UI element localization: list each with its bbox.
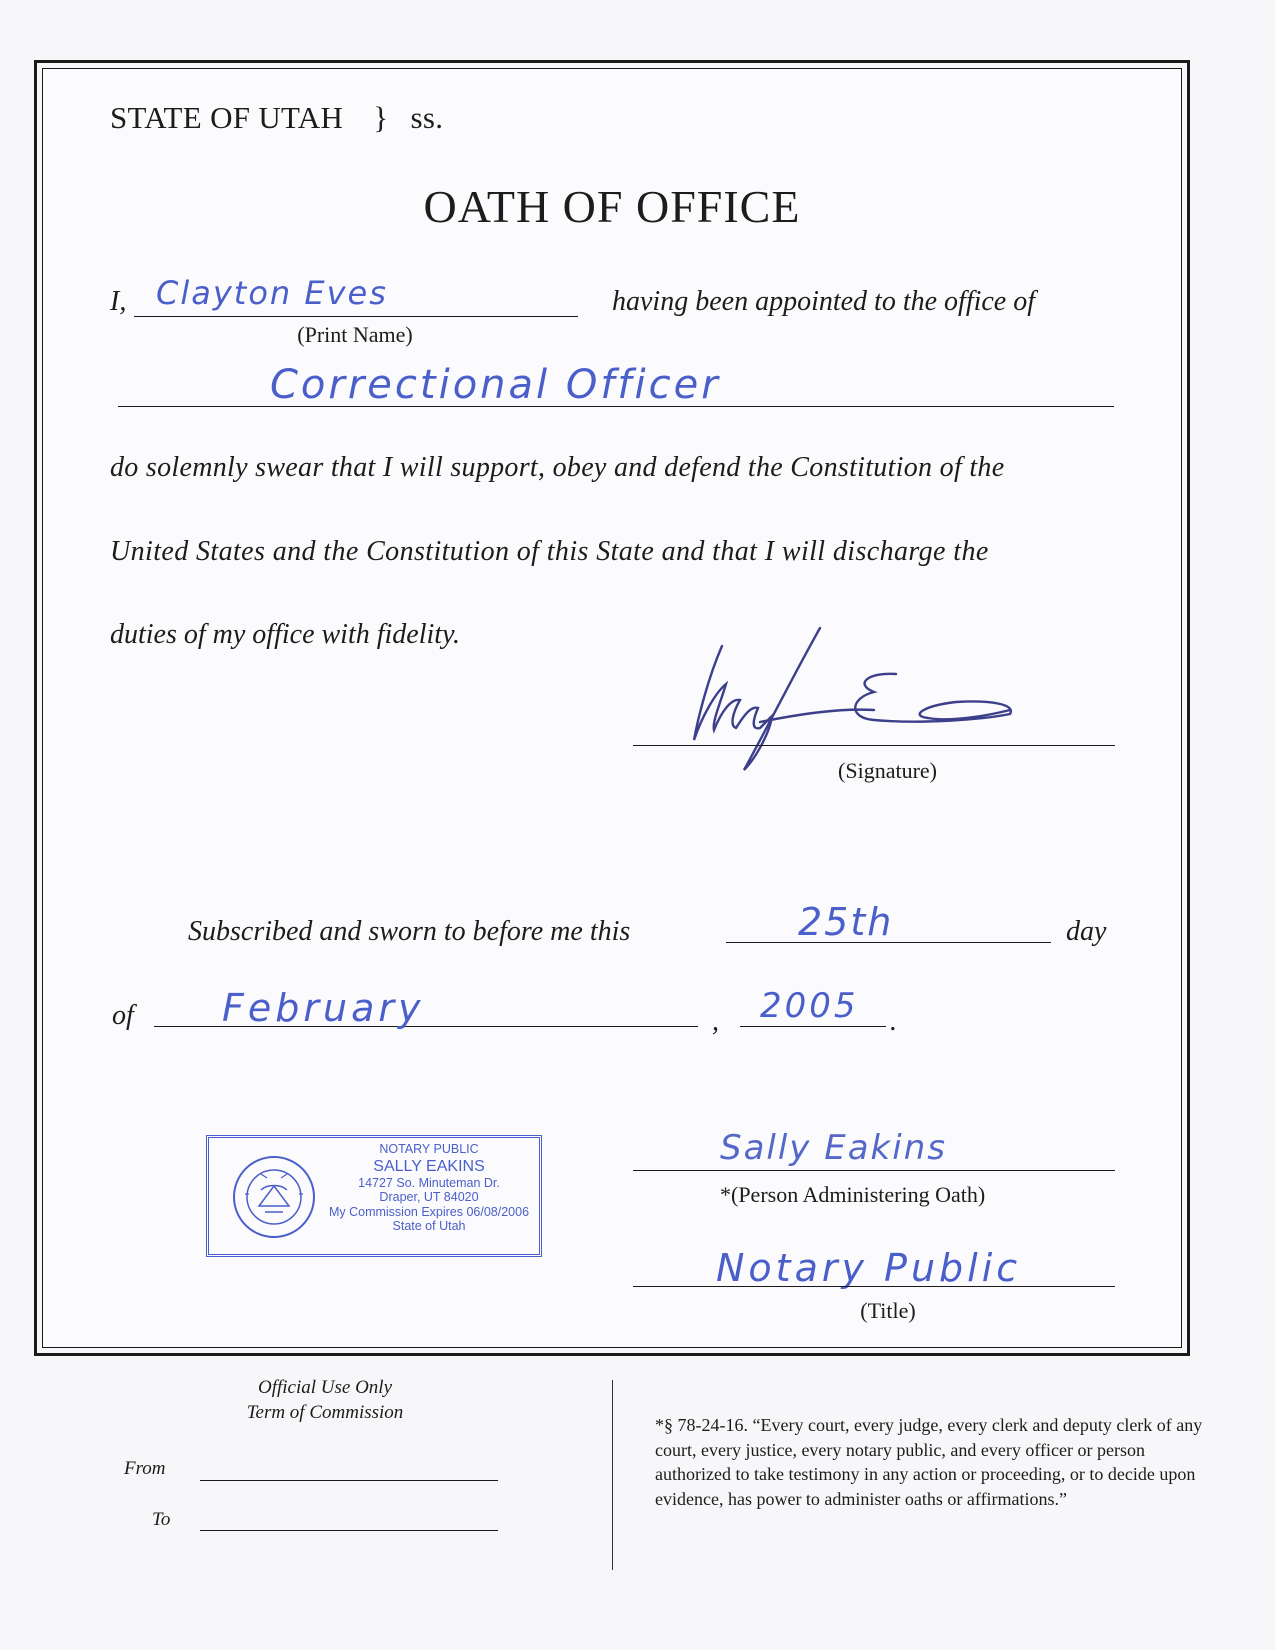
ss-label: ss. (410, 100, 444, 135)
stamp-line-3: 14727 So. Minuteman Dr. (358, 1175, 500, 1190)
administrator-line (633, 1170, 1115, 1171)
oath-line-3: duties of my office with fidelity. (110, 619, 460, 650)
brace-glyph: } (373, 100, 389, 135)
signature-caption: (Signature) (838, 758, 937, 783)
stamp-line-1: NOTARY PUBLIC (379, 1142, 479, 1156)
notary-stamp (206, 1135, 542, 1257)
stamp-text (317, 1142, 541, 1234)
month-value: February (222, 986, 425, 1030)
appointed-text: having been appointed to the office of (612, 286, 1036, 317)
from-line[interactable] (200, 1480, 498, 1481)
of-word: of (112, 1000, 134, 1031)
oath-line-2: United States and the Constitution of this State and that I will discharge the (110, 536, 989, 567)
administrator-signature: Sally Eakins (720, 1128, 947, 1168)
year-line (740, 1026, 886, 1027)
state-heading (110, 100, 443, 136)
printed-name: Clayton Eves (156, 274, 388, 312)
subscribed-text: Subscribed and sworn to before me this (188, 916, 631, 947)
stamp-line-4: Draper, UT 84020 (379, 1190, 479, 1204)
office-title: Correctional Officer (270, 362, 721, 408)
document-title: OATH OF OFFICE (423, 181, 801, 232)
stamp-line-5: My Commission Expires 06/08/2006 (328, 1204, 530, 1219)
state-seal-icon (231, 1154, 317, 1240)
comma: , (712, 1006, 719, 1037)
administrator-title: Notary Public (716, 1246, 1022, 1290)
to-label: To (152, 1509, 171, 1530)
footer-divider (612, 1380, 613, 1570)
term-label: Term of Commission (246, 1402, 404, 1423)
name-line (134, 316, 578, 317)
administrator-caption: *(Person Administering Oath) (720, 1182, 986, 1207)
day-value: 25th (798, 900, 894, 944)
i-prefix: I, (110, 286, 127, 317)
from-label: From (124, 1458, 166, 1479)
period: . (890, 1006, 897, 1037)
signature-line (633, 745, 1115, 746)
state-name: STATE OF UTAH (110, 100, 344, 135)
stamp-line-6: State of Utah (392, 1219, 466, 1233)
oath-line-1: do solemnly swear that I will support, obey and defend the Constitution of the (110, 452, 1005, 483)
official-use-label: Official Use Only (257, 1377, 393, 1398)
title-caption: (Title) (860, 1298, 916, 1323)
to-line[interactable] (200, 1530, 498, 1531)
print-name-caption: (Print Name) (297, 322, 413, 347)
stamp-line-2: SALLY EAKINS (373, 1157, 485, 1175)
statute-note: *§ 78-24-16. “Every court, every judge, every clerk and deputy clerk of any court, every justice, every notary public, and every officer or person authorized to take testimony in any action or proceeding, or to decide upon evidence, has power to administer oaths or affirmations.” (655, 1415, 1203, 1509)
year-value: 2005 (760, 986, 859, 1026)
title-line (633, 1286, 1115, 1287)
day-word: day (1066, 916, 1107, 947)
